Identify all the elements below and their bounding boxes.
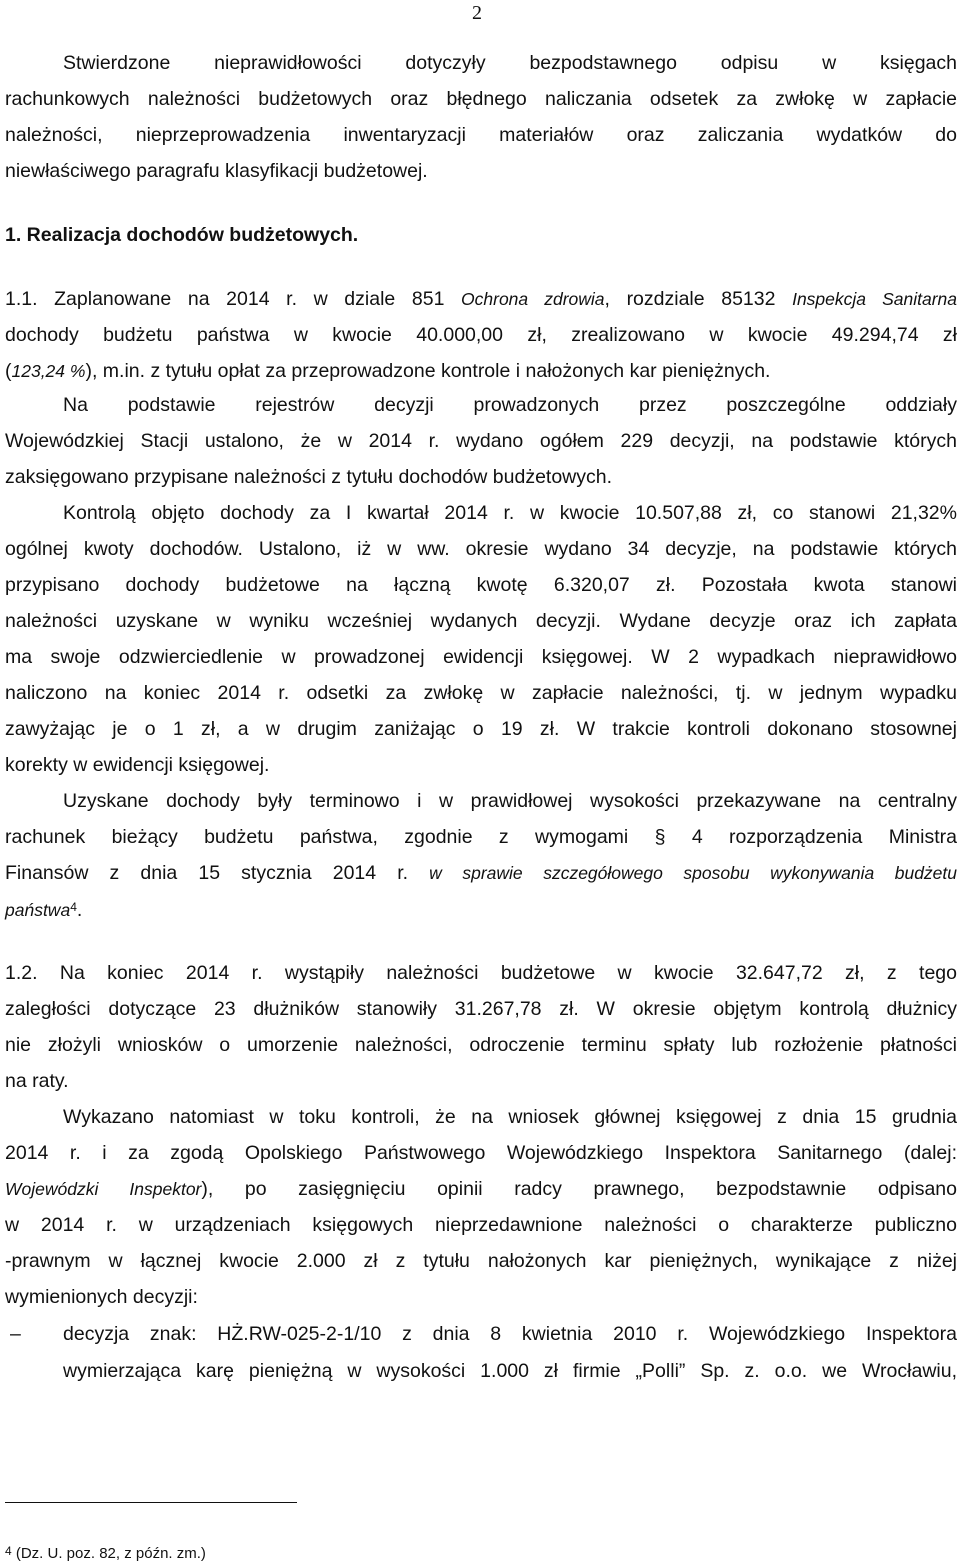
footnote-text: (Dz. U. poz. 82, z późn. zm.) (11, 1545, 206, 1562)
footnote-separator (5, 1502, 297, 1503)
paragraph-line: w 2014 r. w urządzeniach księgowych nieprzedawnione należności o charakterze publiczno (5, 1214, 957, 1236)
paragraph-line: ma swoje odzwierciedlenie w prowadzonej ewidencji księgowej. W 2 wypadkach nieprawidłowo (5, 646, 957, 668)
text-run: ( (5, 360, 12, 382)
footnote-ref: 4 (70, 900, 77, 914)
paragraph-line: ogólnej kwoty dochodów. Ustalono, iż w ww. okresie wydano 34 decyzje, na podstawie których (5, 538, 957, 560)
footnote-mark: 4 (5, 1544, 12, 1558)
page-number: 2 (472, 2, 482, 24)
paragraph-line: Uzyskane dochody były terminowo i w prawidłowej wysokości przekazywane na centralny (63, 790, 957, 812)
text-run: ), m.in. z tytułu opłat za przeprowadzone kontrole i nałożonych kar pieniężnych. (85, 360, 771, 382)
paragraph-line: 1.2. Na koniec 2014 r. wystąpiły należności budżetowe w kwocie 32.647,72 zł, z tego (5, 962, 957, 984)
paragraph-line: rachunkowych należności budżetowych oraz błędnego naliczania odsetek za zwłokę w zapłacie (5, 88, 957, 110)
paragraph-line: korekty w ewidencji księgowej. (5, 754, 270, 776)
section-heading: 1. Realizacja dochodów budżetowych. (5, 224, 359, 246)
italic-text: w sprawie szczegółowego sposobu wykonywania budżetu (429, 863, 958, 883)
paragraph-line: zaksięgowano przypisane należności z tytułu dochodów budżetowych. (5, 466, 613, 488)
italic-text: 123,24 % (11, 361, 86, 381)
paragraph-line: Stwierdzone nieprawidłowości dotyczyły bezpodstawnego odpisu w księgach (63, 52, 957, 74)
text-run: Finansów z dnia 15 stycznia 2014 r. (5, 862, 430, 884)
paragraph-line: Na podstawie rejestrów decyzji prowadzonych przez poszczególne oddziały (63, 394, 957, 416)
paragraph-line: należności, nieprzeprowadzenia inwentaryzacji materiałów oraz zaliczania wydatków do (5, 124, 957, 146)
paragraph-line: wymienionych decyzji: (5, 1286, 198, 1308)
paragraph-line (5, 359, 957, 383)
paragraph-line: Kontrolą objęto dochody za I kwartał 2014 r. w kwocie 10.507,88 zł, co stanowi 21,32% (63, 502, 957, 524)
paragraph-line: zawyżając je o 1 zł, a w drugim zaniżając o 19 zł. W trakcie kontroli dokonano stosownej (5, 718, 957, 740)
paragraph-line: -prawnym w łącznej kwocie 2.000 zł z tytułu nałożonych kar pieniężnych, wynikające z niżej (5, 1250, 957, 1272)
italic-text: Inspekcja Sanitarna (792, 289, 957, 309)
paragraph-line (5, 287, 957, 311)
paragraph-line: rachunek bieżący budżetu państwa, zgodnie z wymogami § 4 rozporządzenia Ministra (5, 826, 957, 848)
paragraph-line: dochody budżetu państwa w kwocie 40.000,00 zł, zrealizowano w kwocie 49.294,74 zł (5, 324, 957, 346)
paragraph-line: należności uzyskane w wyniku wcześniej wydanych decyzji. Wydane decyzje oraz ich zapłata (5, 610, 957, 632)
paragraph-line: niewłaściwego paragrafu klasyfikacji budżetowej. (5, 160, 428, 182)
italic-text: państwa (5, 900, 71, 920)
paragraph-line: 2014 r. i za zgodą Opolskiego Państwowego Wojewódzkiego Inspektora Sanitarnego (dalej: (5, 1142, 957, 1164)
footnote (5, 1545, 206, 1563)
italic-text: Ochrona zdrowia (461, 289, 605, 309)
text-run: , rozdziale 85132 (604, 288, 793, 310)
paragraph-line (5, 861, 957, 885)
paragraph-line: na raty. (5, 1070, 69, 1092)
text-run: 1.1. Zaplanowane na 2014 r. w dziale 851 (5, 288, 462, 310)
paragraph-line (5, 898, 957, 922)
paragraph-line: naliczono na koniec 2014 r. odsetki za zwłokę w zapłacie należności, tj. w jednym wypadku (5, 682, 957, 704)
paragraph-line: zaległości dotyczące 23 dłużników stanowiły 31.267,78 zł. W okresie objętym kontrolą dłużnicy (5, 998, 957, 1020)
text-run: ), po zasięgnięciu opinii radcy prawnego, bezpodstawnie odpisano (201, 1178, 957, 1200)
list-item: decyzja znak: HŻ.RW-025-2-1/10 z dnia 8 kwietnia 2010 r. Wojewódzkiego Inspektora (63, 1323, 957, 1345)
paragraph-line: Wojewódzkiej Stacji ustalono, że w 2014 r. wydano ogółem 229 decyzji, na podstawie których (5, 430, 957, 452)
list-item: wymierzająca karę pieniężną w wysokości 1.000 zł firmie „Polli” Sp. z. o.o. we Wrocławiu, (63, 1360, 957, 1382)
text-run: . (76, 899, 83, 921)
paragraph-line: Wykazano natomiast w toku kontroli, że na wniosek głównej księgowej z dnia 15 grudnia (63, 1106, 957, 1128)
paragraph-line: nie złożyli wniosków o umorzenie należności, odroczenie terminu spłaty lub rozłożenie płatności (5, 1034, 957, 1056)
italic-text: Wojewódzki Inspektor (5, 1179, 202, 1199)
paragraph-line: przypisano dochody budżetowe na łączną kwotę 6.320,07 zł. Pozostała kwota stanowi (5, 574, 957, 596)
list-dash: – (10, 1323, 21, 1345)
paragraph-line (5, 1177, 957, 1201)
